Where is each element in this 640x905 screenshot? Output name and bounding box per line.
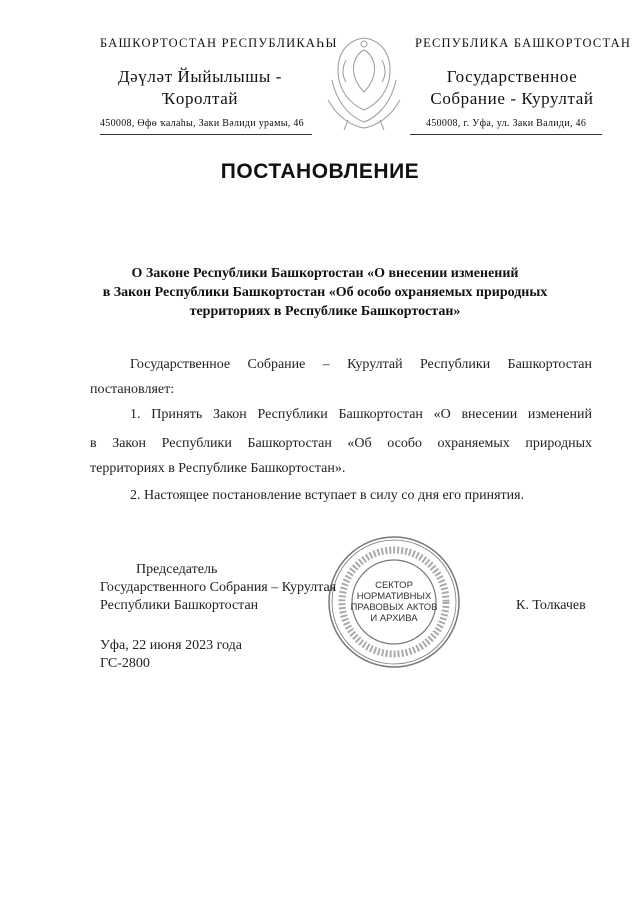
header-right-rule (410, 134, 602, 135)
stamp-center-text (350, 580, 438, 624)
header-left-address: 450008, Өфө ҡалаһы, Заки Вәлиди урамы, 46 (100, 118, 304, 129)
stamp-line4: И АРХИВА (370, 613, 418, 624)
document-title: ПОСТАНОВЛЕНИЕ (220, 160, 420, 183)
subject-line1: О Законе Республики Башкортостан «О внесении изменений (131, 266, 519, 281)
stamp-line2: НОРМАТИВНЫХ (356, 591, 432, 602)
header-right-org-line1: Государственное (446, 67, 578, 86)
signer-name: К. Толкачев (516, 598, 586, 613)
header-right-republic: РЕСПУБЛИКА БАШКОРТОСТАН (415, 36, 632, 50)
body-item1-line3: территориях в Республике Башкортостан». (90, 461, 346, 476)
stamp-seal (326, 534, 462, 670)
emblem-icon (318, 30, 410, 134)
header-left-republic: БАШКОРТОСТАН РЕСПУБЛИКАҺЫ (100, 36, 338, 50)
header-left-org-line1: Дәүләт Йыйылышы - (117, 67, 283, 86)
stamp-line1: СЕКТОР (375, 580, 413, 591)
document-number: ГС-2800 (100, 656, 150, 671)
signer-title-line1: Председатель (136, 562, 218, 577)
body-item1-line2: в Закон Республики Башкортостан «Об особо охраняемых природных (90, 436, 592, 451)
body-p1-line1: Государственное Собрание – Курултай Республики Башкортостан (130, 357, 592, 372)
body-p1-line2: постановляет: (90, 382, 175, 397)
header-left-rule (100, 134, 312, 135)
subject-line3: территориях в Республике Башкортостан» (189, 304, 461, 319)
place-date: Уфа, 22 июня 2023 года (100, 638, 242, 653)
header-left-org-line2: Ҡоролтай (161, 89, 239, 108)
signer-title-line3: Республики Башкортостан (100, 598, 259, 613)
subject-line2: в Закон Республики Башкортостан «Об особо охраняемых природных (102, 285, 548, 300)
header-right-org-line2: Собрание - Курултай (430, 89, 594, 108)
header-right-org (412, 66, 612, 110)
body-item1-line1: 1. Принять Закон Республики Башкортостан «О внесении изменений (130, 407, 592, 422)
body-item2: 2. Настоящее постановление вступает в силу со дня его принятия. (130, 488, 525, 503)
header-right-address: 450008, г. Уфа, ул. Заки Валиди, 46 (426, 118, 587, 129)
stamp-line3: ПРАВОВЫХ АКТОВ (350, 602, 438, 613)
header-left-org (100, 66, 300, 110)
signer-title-line2: Государственного Собрания – Курултая (100, 580, 337, 595)
document-subject (90, 264, 560, 321)
